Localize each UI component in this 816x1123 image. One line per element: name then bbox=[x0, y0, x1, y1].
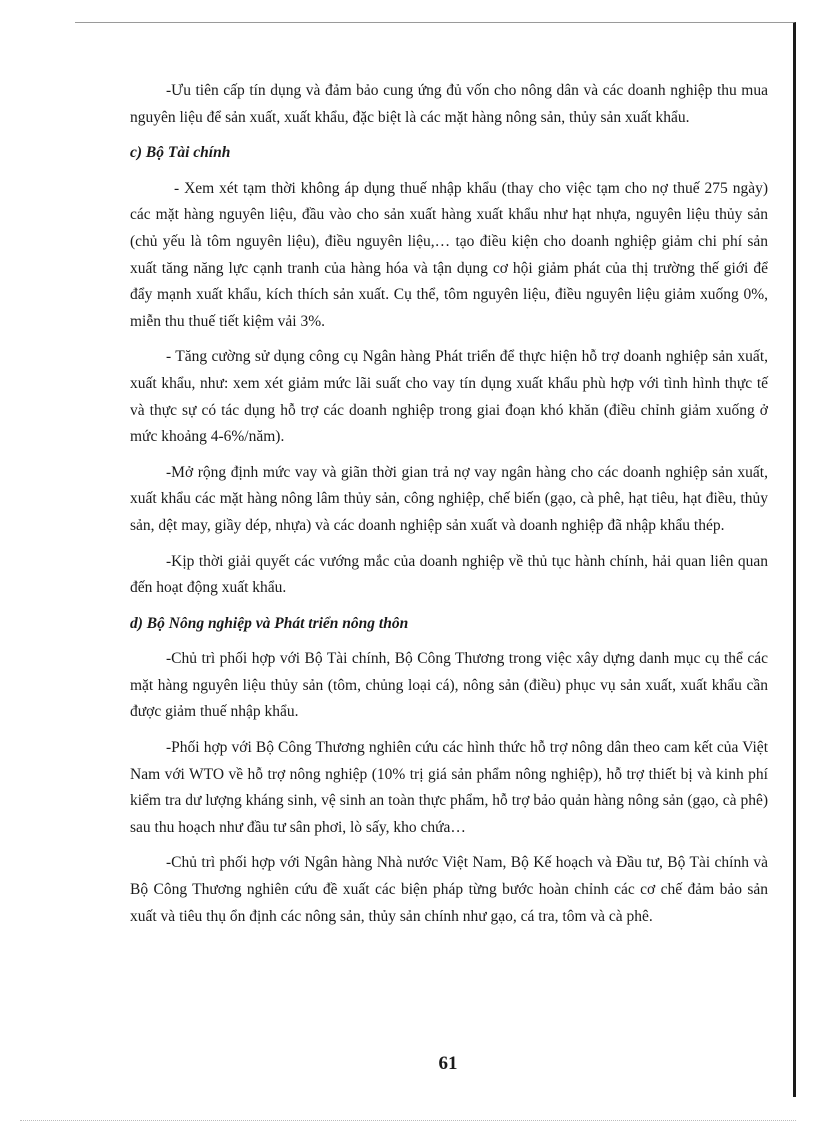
paragraph-credit-priority: -Ưu tiên cấp tín dụng và đảm bảo cung ứng đủ vốn cho nông dân và các doanh nghiệp thu mua nguyên liệu để sản xuất, xuất khẩu, đặc biệt là các mặt hàng nông sản, thủy sản xuất khẩu. bbox=[130, 82, 768, 126]
paragraph-development-bank: - Tăng cường sử dụng công cụ Ngân hàng Phát triển để thực hiện hỗ trợ doanh nghiệp sản xuất, xuất khẩu, như: xem xét giảm mức lãi suất cho vay tín dụng xuất khẩu phù hợp với tình hình thực tế và thực sự có tác dụng hỗ trợ các doanh nghiệp trong giai đoạn khó khăn (điều chỉnh giảm xuống ở mức khoảng 4-6%/năm). bbox=[130, 348, 768, 446]
paragraph-import-tax: - Xem xét tạm thời không áp dụng thuế nhập khẩu (thay cho việc tạm cho nợ thuế 275 ngày) các mặt hàng nguyên liệu, đầu vào cho sản xuất hàng xuất khẩu như hạt nhựa, nguyên liệu thủy sản (chủ yếu là tôm nguyên liệu), điều nguyên liệu,… tạo điều kiện cho doanh nghiệp giảm chi phí sản xuất tăng năng lực cạnh tranh của hàng hóa và tận dụng cơ hội giảm phát của thị trường thế giới để đẩy mạnh xuất khẩu, kích thích sản xuất. Cụ thể, tôm nguyên liệu, điều nguyên liệu giảm xuống 0%, miễn thu thuế tiết kiệm vải 3%. bbox=[130, 179, 768, 330]
footer-divider bbox=[20, 1120, 796, 1121]
paragraph-loan-extension: -Mở rộng định mức vay và giãn thời gian trả nợ vay ngân hàng cho các doanh nghiệp sản xuất, xuất khẩu các mặt hàng nông lâm thủy sản, công nghiệp, chế biến (gạo, cà phê, hạt tiêu, hạt điều, thủy sản, dệt may, giầy dép, nhựa) và các doanh nghiệp sản xuất và doanh nghiệp đã nhập khẩu thép. bbox=[130, 463, 768, 534]
paragraph-stable-consumption: -Chủ trì phối hợp với Ngân hàng Nhà nước Việt Nam, Bộ Kế hoạch và Đầu tư, Bộ Tài chính và Bộ Công Thương nghiên cứu đề xuất các biện pháp từng bước hoàn chỉnh các cơ chế đảm bảo sản xuất và tiêu thụ ổn định các nông sản, thủy sản chính như gạo, cá tra, tôm và cà phê. bbox=[130, 854, 768, 925]
section-heading-ministry-of-agriculture: d) Bộ Nông nghiệp và Phát triển nông thôn bbox=[130, 614, 409, 632]
paragraph-farmer-support: -Phối hợp với Bộ Công Thương nghiên cứu các hình thức hỗ trợ nông dân theo cam kết của Việt Nam với WTO về hỗ trợ nông nghiệp (10% trị giá sản phẩm nông nghiệp), hỗ trợ thiết bị và kinh phí kiểm tra dư lượng kháng sinh, vệ sinh an toàn thực phẩm, hỗ trợ bảo quản hàng nông sản (gạo, cà phê) sau thu hoạch như đầu tư sân phơi, lò sấy, kho chứa… bbox=[130, 739, 768, 836]
section-heading-ministry-of-finance: c) Bộ Tài chính bbox=[130, 144, 231, 162]
document-body bbox=[130, 78, 768, 939]
page-number: 61 bbox=[438, 1053, 458, 1074]
paragraph-administrative-procedures: -Kịp thời giải quyết các vướng mắc của doanh nghiệp về thủ tục hành chính, hải quan liên quan đến hoạt động xuất khẩu. bbox=[130, 552, 768, 597]
paragraph-raw-material-list: -Chủ trì phối hợp với Bộ Tài chính, Bộ Công Thương trong việc xây dựng danh mục cụ thể các mặt hàng nguyên liệu thủy sản (tôm, chủng loại cá), nông sản (điều) phục vụ sản xuất, xuất khẩu cần được giảm thuế nhập khẩu. bbox=[130, 650, 768, 721]
